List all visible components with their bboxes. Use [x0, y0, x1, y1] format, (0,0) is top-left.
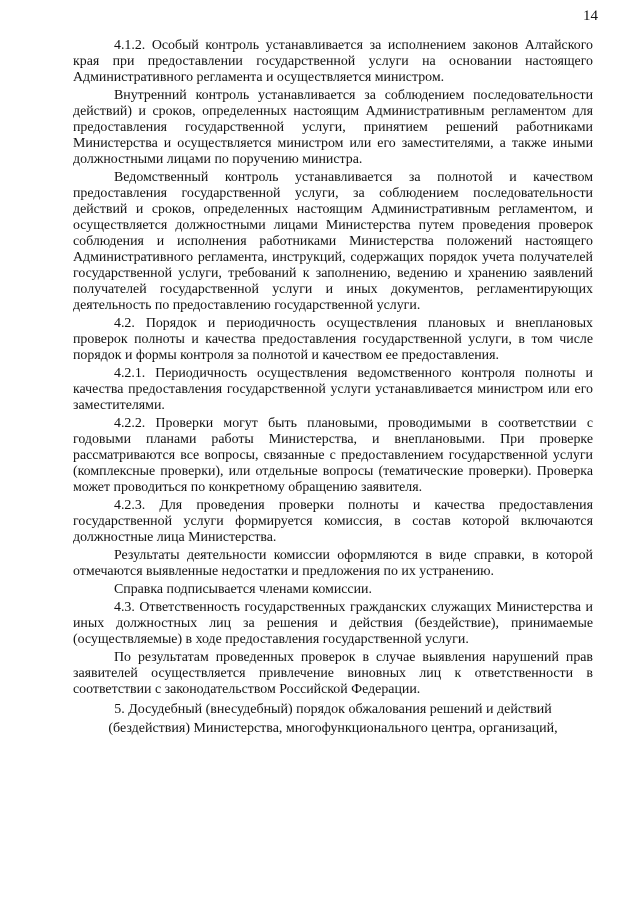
paragraph: 4.3. Ответственность государственных гражданских служащих Министерства и иных должностных лиц за решения и действия (бездействие), принимаемые (осуществляемые) в ходе предоставления государственной услуги. [73, 600, 593, 647]
paragraph: 4.2.2. Проверки могут быть плановыми, проводимыми в соответствии с годовыми планами работы Министерства, и внеплановыми. При проверке рассматриваются все вопросы, связанные с предоставлением государственной услуги (комплексные проверки), или отдельные вопросы (тематические проверки). Проверка может проводиться по конкретному обращению заявителя. [73, 416, 593, 495]
paragraph: 4.2.1. Периодичность осуществления ведомственного контроля полноты и качества предоставления государственной услуги устанавливается министром или его заместителями. [73, 366, 593, 413]
document-body [73, 38, 593, 740]
paragraph: 4.2.3. Для проведения проверки полноты и качества предоставления государственной услуги формируется комиссия, в состав которой включаются должностные лица Министерства. [73, 498, 593, 545]
paragraph: По результатам проведенных проверок в случае выявления нарушений прав заявителей осуществляется привлечение виновных лиц к ответственности в соответствии с законодательством Российской Федерации. [73, 650, 593, 697]
paragraph: 4.1.2. Особый контроль устанавливается за исполнением законов Алтайского края при предоставлении государственной услуги на основании настоящего Административного регламента и осуществляется министром. [73, 38, 593, 85]
paragraph: Ведомственный контроль устанавливается за полнотой и качеством предоставления государственной услуги, за соблюдением последовательности действий и сроков, определенных настоящим Административным регламентом, и осуществляется должностными лицами Министерства путем проведения проверок соблюдения и исполнения работниками Министерства положений настоящего Административного регламента, инструкций, содержащих порядок учета получателей государственной услуги, требований к заполнению, ведению и хранению заявлений получателей государственной услуги и иных документов, регламентирующих деятельность по предоставлению государственной услуги. [73, 170, 593, 313]
section-heading: 5. Досудебный (внесудебный) порядок обжалования решений и действий (бездействия) Министерства, многофункционального центра, организаций, [108, 702, 558, 736]
paragraph: Справка подписывается членами комиссии. [114, 582, 372, 597]
paragraph: 4.2. Порядок и периодичность осуществления плановых и внеплановых проверок полноты и качества предоставления государственной услуги, в том числе порядок и формы контроля за полнотой и качеством ее предоставления. [73, 316, 593, 363]
paragraph: Результаты деятельности комиссии оформляются в виде справки, в которой отмечаются выявленные недостатки и предложения по их устранению. [73, 548, 593, 579]
paragraph: Внутренний контроль устанавливается за соблюдением последовательности действий) и сроков, определенных настоящим Административным регламентом для предоставления государственной услуги, принятием решений работниками Министерства и осуществляется министром или его заместителями, а также иными должностными лицами по поручению министра. [73, 88, 593, 167]
page-number: 14 [583, 8, 598, 24]
